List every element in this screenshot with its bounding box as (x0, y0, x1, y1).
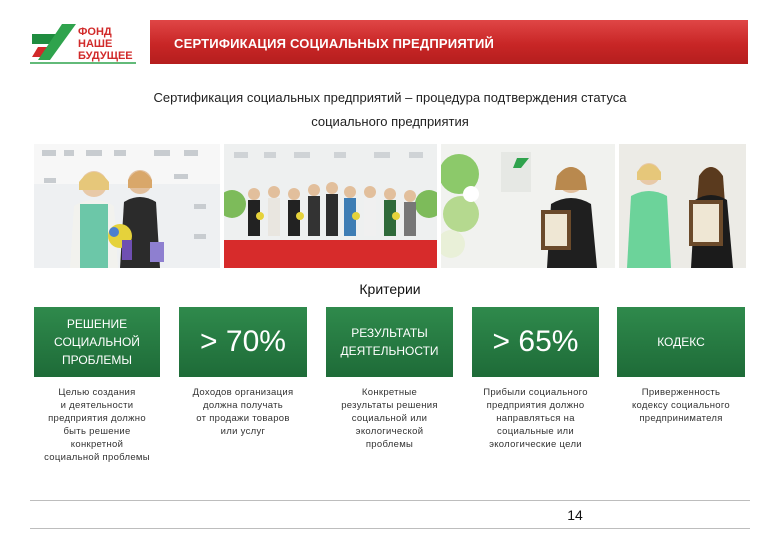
criterion-heading-line: РЕШЕНИЕ (66, 317, 128, 331)
description-line: социальной проблемы (44, 452, 150, 463)
description-line: Доходов организация (192, 387, 294, 398)
criterion-card-social-problem (34, 307, 160, 377)
criterion-description-results (326, 386, 453, 451)
photo-two-women-with-certificate (619, 144, 746, 268)
criterion-heading-line: СОЦИАЛЬНОЙ (54, 335, 140, 349)
header-title-bar (150, 20, 748, 64)
description-line: результаты решения (341, 400, 438, 411)
photo-woman-with-diploma (441, 144, 615, 268)
footer-divider-bottom (30, 528, 750, 529)
description-line: Прибыли социального (483, 387, 588, 398)
logo-word-2: НАШЕ (78, 38, 113, 50)
intro-text (40, 86, 740, 134)
criterion-heading-line: КОДЕКС (657, 335, 705, 349)
description-line: и деятельности (60, 400, 134, 411)
description-line: экологические цели (489, 439, 582, 450)
footer-divider (30, 500, 750, 501)
description-line: предпринимателя (639, 413, 723, 424)
criterion-description-income-share (179, 386, 307, 438)
criterion-card-code (617, 307, 745, 377)
description-line: кодексу социального (631, 400, 730, 411)
criterion-percentage: > 70% (200, 325, 286, 358)
page-number: 14 (567, 507, 583, 523)
fond-logo (30, 20, 140, 65)
criterion-heading-line: ПРОБЛЕМЫ (61, 353, 133, 367)
criterion-card-profit-share (472, 307, 599, 377)
criterion-card-results (326, 307, 453, 377)
description-line: должна получать (202, 400, 284, 411)
description-line: социальные или (496, 426, 575, 437)
photo-group-of-laureates (224, 144, 437, 268)
criterion-percentage: > 65% (492, 325, 579, 358)
description-line: экологической (355, 426, 424, 437)
description-line: от продажи товаров (196, 413, 290, 424)
description-line: проблемы (365, 439, 414, 450)
logo-word-3: БУДУЩЕЕ (78, 50, 133, 62)
criterion-card-income-share (179, 307, 307, 377)
criterion-heading-line: ДЕЯТЕЛЬНОСТИ (340, 344, 439, 358)
description-line: социальной или (351, 413, 428, 424)
page-title: СЕРТИФИКАЦИЯ СОЦИАЛЬНЫХ ПРЕДПРИЯТИЙ (174, 36, 495, 51)
description-line: предприятия должно (48, 413, 146, 424)
description-line: Целью создания (58, 387, 136, 398)
intro-line-1: Сертификация социальных предприятий – процедура подтверждения статуса (153, 90, 627, 105)
criterion-description-code (617, 386, 745, 425)
description-line: предприятия должно (486, 400, 585, 411)
criterion-description-social-problem (34, 386, 160, 464)
photo-award-ceremony-two-women (34, 144, 220, 268)
criteria-title: Критерии (359, 281, 421, 297)
intro-line-2: социального предприятия (311, 114, 469, 129)
criterion-heading-line: РЕЗУЛЬТАТЫ (351, 326, 428, 340)
description-line: конкретной (70, 439, 124, 450)
description-line: или услуг (220, 426, 266, 437)
criterion-description-profit-share (472, 386, 599, 451)
description-line: быть решение (63, 426, 131, 437)
description-line: Конкретные (361, 387, 418, 398)
logo-word-1: ФОНД (78, 26, 112, 38)
description-line: направляться на (496, 413, 575, 424)
description-line: Приверженность (641, 387, 721, 398)
